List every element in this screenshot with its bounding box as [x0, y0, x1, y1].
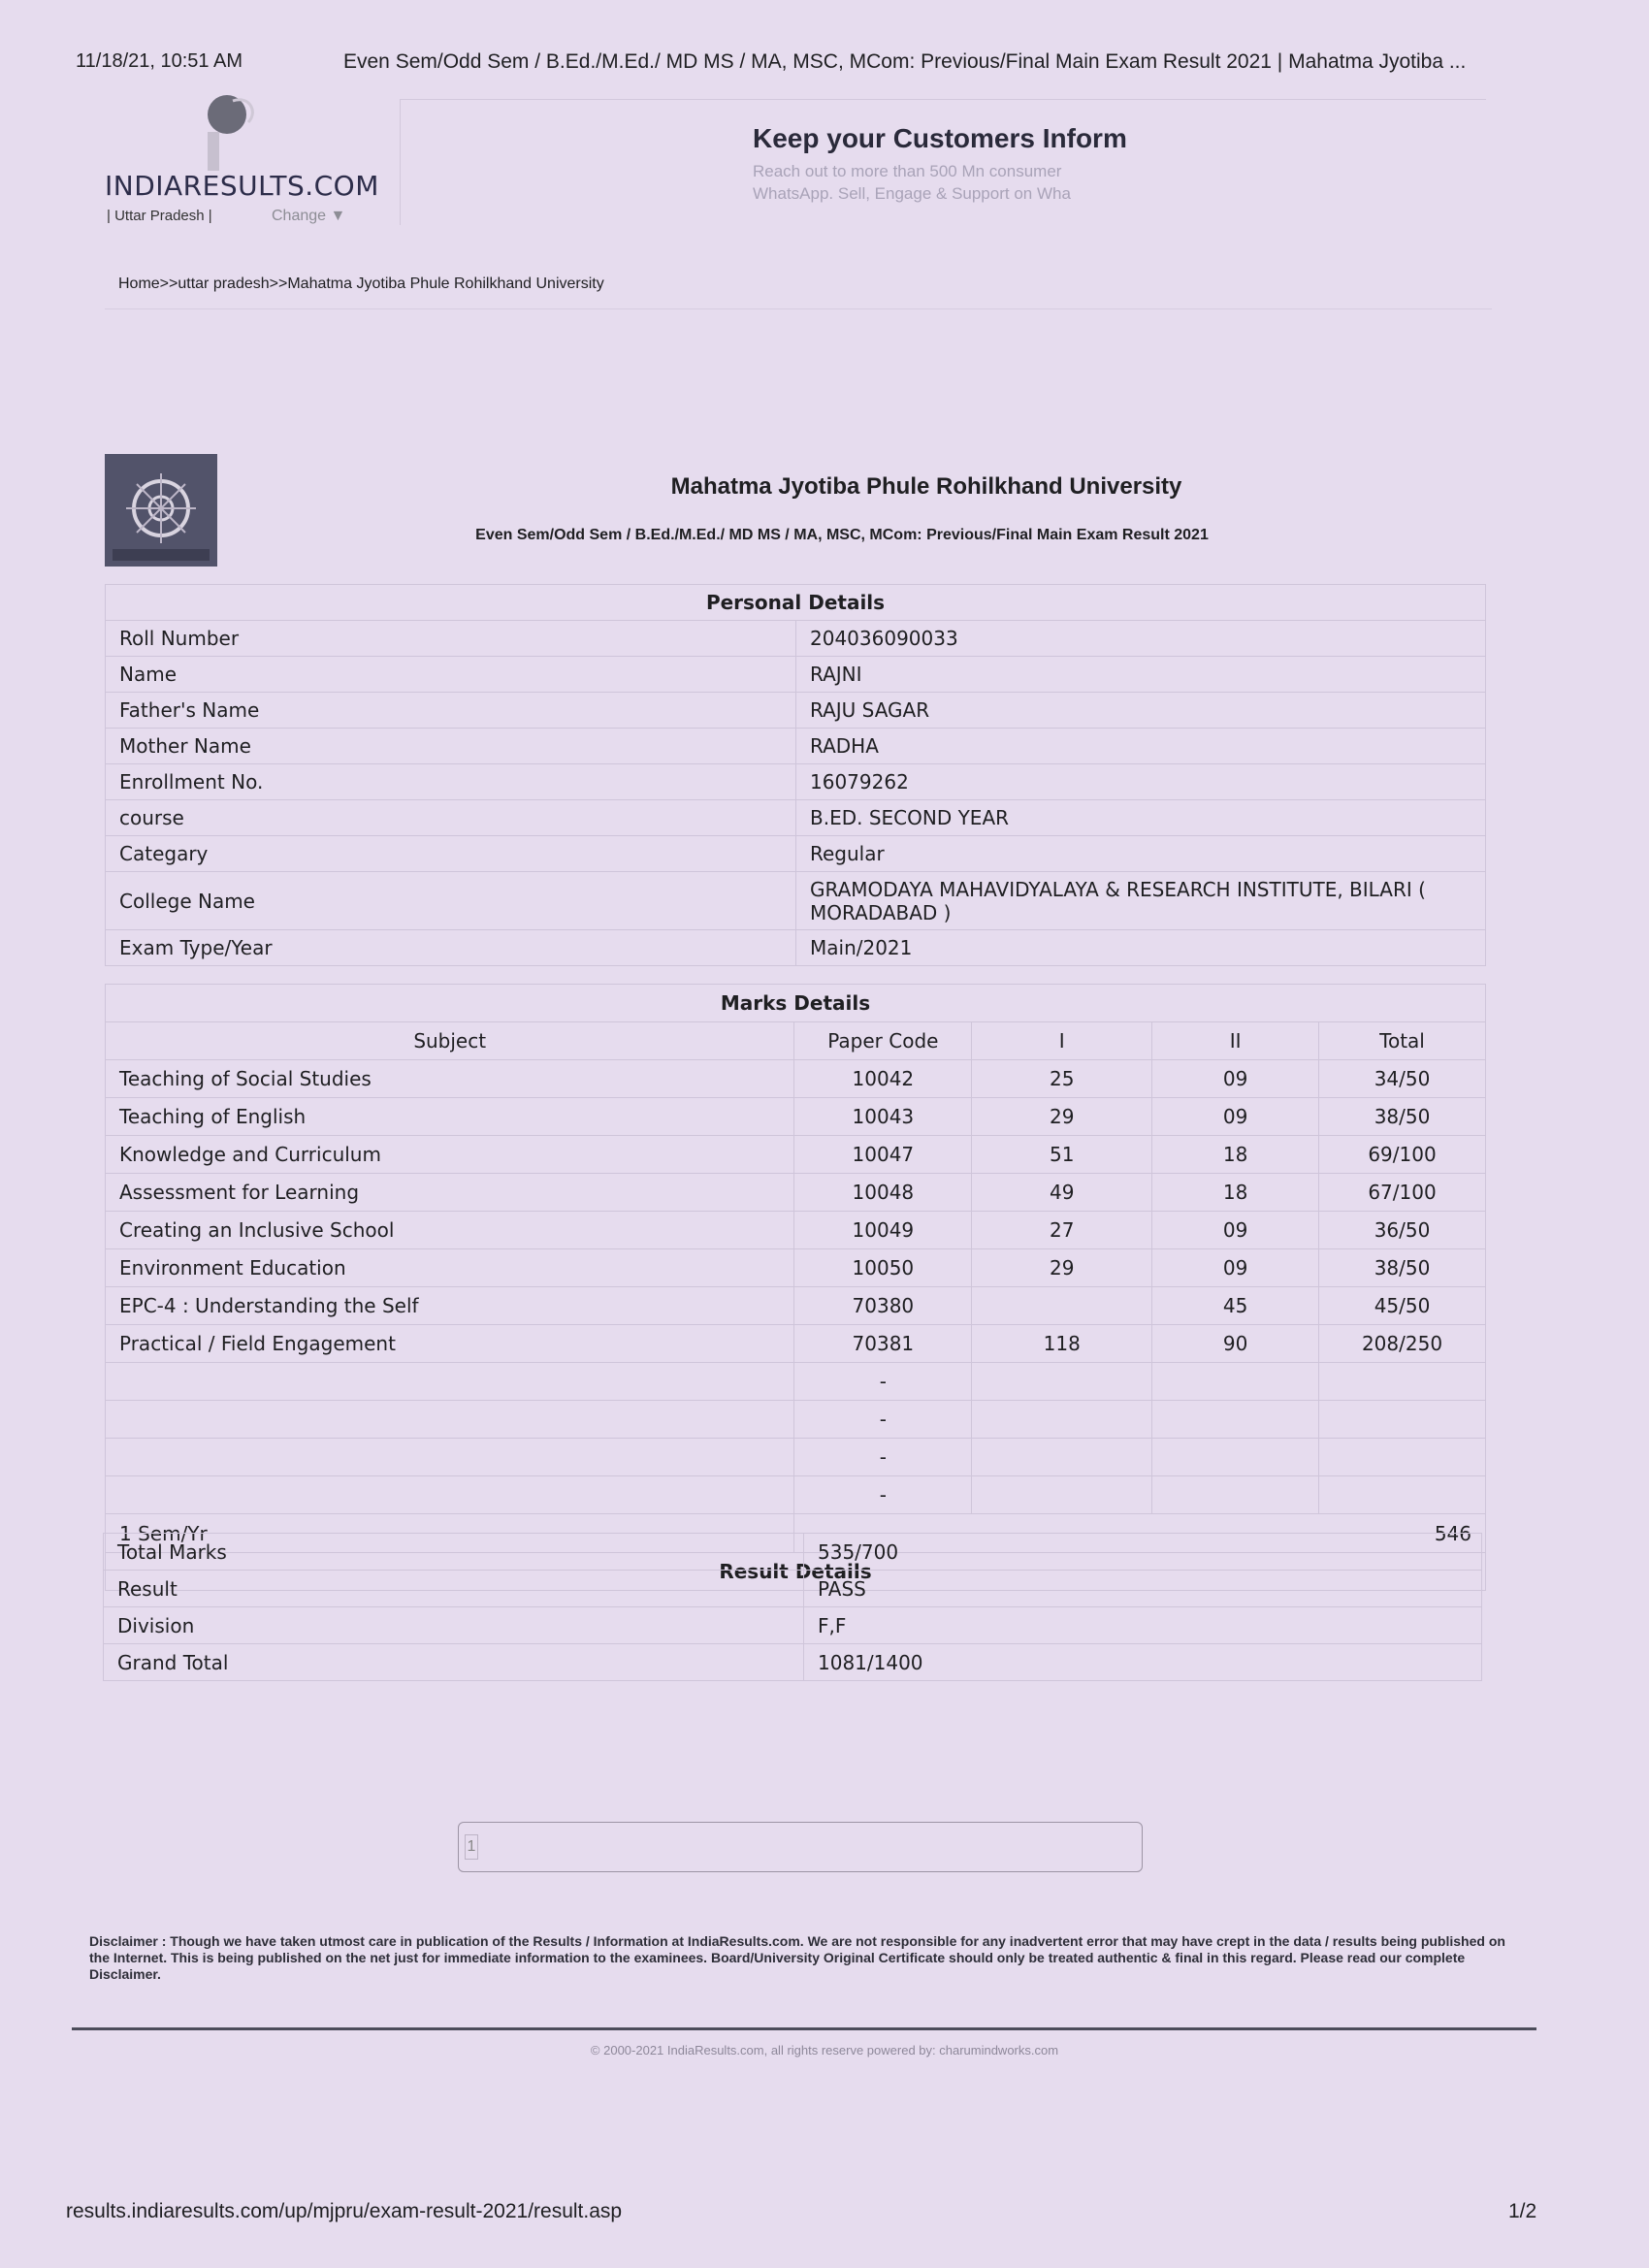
paper-code-cell: - — [794, 1439, 972, 1476]
subject-cell — [106, 1363, 794, 1401]
marks-ii-cell: 09 — [1152, 1249, 1319, 1287]
total-cell — [1319, 1439, 1486, 1476]
paper-code-cell: 10049 — [794, 1212, 972, 1249]
disclaimer-text: Disclaimer : Though we have taken utmost care in publication of the Results / Information at IndiaResults.com. We are not responsible for any inadvertent error that may have crept in the data / results being published on the Internet. This is being published on the net just for immediate information to the examinees. Board/University Original Certificate should only be treated authentic & final in this regard. Please read our complete Disclaimer. — [89, 1933, 1505, 1982]
column-header: II — [1152, 1022, 1319, 1060]
total-cell: 38/50 — [1319, 1249, 1486, 1287]
field-value: RAJU SAGAR — [796, 693, 1486, 729]
result-details-table — [103, 1533, 1482, 1681]
personal-details-heading: Personal Details — [106, 585, 1486, 621]
total-cell: 67/100 — [1319, 1174, 1486, 1212]
table-row — [106, 1249, 1486, 1287]
site-logo-text[interactable]: INDIARESULTS.COM — [105, 170, 379, 202]
table-row — [106, 1098, 1486, 1136]
subject-cell — [106, 1476, 794, 1514]
total-cell: 69/100 — [1319, 1136, 1486, 1174]
paper-code-cell: - — [794, 1476, 972, 1514]
field-label: course — [106, 800, 796, 836]
total-cell — [1319, 1476, 1486, 1514]
subject-cell: Creating an Inclusive School — [106, 1212, 794, 1249]
table-row — [104, 1571, 1482, 1607]
field-label: Name — [106, 657, 796, 693]
subject-cell: Teaching of Social Studies — [106, 1060, 794, 1098]
marks-ii-cell — [1152, 1476, 1319, 1514]
marks-ii-cell: 45 — [1152, 1287, 1319, 1325]
subject-cell: Practical / Field Engagement — [106, 1325, 794, 1363]
subject-cell: Knowledge and Curriculum — [106, 1136, 794, 1174]
print-datetime: 11/18/21, 10:51 AM — [76, 50, 242, 72]
subject-cell — [106, 1439, 794, 1476]
print-page-title: Even Sem/Odd Sem / B.Ed./M.Ed./ MD MS / MA, MSC, MCom: Previous/Final Main Exam Result 2021 | Mahatma Jyotiba ... — [343, 50, 1467, 73]
table-row — [106, 729, 1486, 764]
semester-label: 1 Sem/Yr — [106, 1514, 794, 1553]
ad-subtitle-1: Reach out to more than 500 Mn consumer — [753, 162, 1062, 180]
table-row — [106, 1212, 1486, 1249]
table-row — [104, 1644, 1482, 1681]
field-value: B.ED. SECOND YEAR — [796, 800, 1486, 836]
total-cell: 38/50 — [1319, 1098, 1486, 1136]
table-row — [106, 1325, 1486, 1363]
table-row — [104, 1534, 1482, 1571]
table-row — [106, 1363, 1486, 1401]
marks-i-cell — [972, 1287, 1152, 1325]
paper-code-cell: 10048 — [794, 1174, 972, 1212]
total-cell — [1319, 1401, 1486, 1439]
table-row — [106, 1060, 1486, 1098]
paper-code-cell: 70380 — [794, 1287, 972, 1325]
field-label: Exam Type/Year — [106, 930, 796, 966]
marks-i-cell: 51 — [972, 1136, 1152, 1174]
print-page-number: 1/2 — [1508, 2200, 1537, 2222]
paper-code-cell: - — [794, 1363, 972, 1401]
university-emblem-icon — [105, 454, 217, 567]
paper-code-cell: 10047 — [794, 1136, 972, 1174]
field-label: Roll Number — [106, 621, 796, 657]
column-header: Paper Code — [794, 1022, 972, 1060]
table-header-row — [106, 1022, 1486, 1060]
table-row — [104, 1607, 1482, 1644]
marks-details-heading: Marks Details — [106, 985, 1486, 1022]
state-label: | Uttar Pradesh | — [107, 208, 212, 224]
marks-ii-cell: 18 — [1152, 1174, 1319, 1212]
page-number-button[interactable]: 1 — [465, 1834, 478, 1860]
field-value: RADHA — [796, 729, 1486, 764]
marks-i-cell: 118 — [972, 1325, 1152, 1363]
total-cell: 34/50 — [1319, 1060, 1486, 1098]
field-label: Categary — [106, 836, 796, 872]
marks-ii-cell: 09 — [1152, 1098, 1319, 1136]
column-header: Subject — [106, 1022, 794, 1060]
table-row — [106, 836, 1486, 872]
table-row — [106, 800, 1486, 836]
field-label: Enrollment No. — [106, 764, 796, 800]
marks-i-cell — [972, 1401, 1152, 1439]
field-label: Total Marks — [104, 1534, 804, 1571]
ad-title[interactable]: Keep your Customers Inform — [753, 123, 1127, 153]
field-value: PASS — [804, 1571, 1482, 1607]
total-cell: 45/50 — [1319, 1287, 1486, 1325]
marks-i-cell — [972, 1476, 1152, 1514]
semester-total: 546 — [794, 1514, 1486, 1553]
field-value: RAJNI — [796, 657, 1486, 693]
marks-ii-cell: 90 — [1152, 1325, 1319, 1363]
marks-i-cell — [972, 1363, 1152, 1401]
total-cell — [1319, 1363, 1486, 1401]
table-row — [106, 693, 1486, 729]
paper-code-cell: 10050 — [794, 1249, 972, 1287]
column-header: I — [972, 1022, 1152, 1060]
field-value: 1081/1400 — [804, 1644, 1482, 1681]
marks-ii-cell — [1152, 1401, 1319, 1439]
marks-ii-cell: 18 — [1152, 1136, 1319, 1174]
marks-details-table — [105, 984, 1486, 1591]
table-row — [106, 1439, 1486, 1476]
table-row — [106, 764, 1486, 800]
marks-ii-cell: 09 — [1152, 1060, 1319, 1098]
field-label: Father's Name — [106, 693, 796, 729]
table-row — [106, 1136, 1486, 1174]
field-value: 16079262 — [796, 764, 1486, 800]
field-label: College Name — [106, 872, 796, 930]
marks-i-cell: 29 — [972, 1098, 1152, 1136]
table-row — [106, 1174, 1486, 1212]
field-label: Mother Name — [106, 729, 796, 764]
personal-details-table — [105, 584, 1486, 966]
marks-i-cell: 29 — [972, 1249, 1152, 1287]
print-url: results.indiaresults.com/up/mjpru/exam-result-2021/result.asp — [66, 2200, 623, 2222]
marks-i-cell: 25 — [972, 1060, 1152, 1098]
subject-cell: EPC-4 : Understanding the Self — [106, 1287, 794, 1325]
field-label: Grand Total — [104, 1644, 804, 1681]
total-cell: 208/250 — [1319, 1325, 1486, 1363]
marks-i-cell: 27 — [972, 1212, 1152, 1249]
field-value: Regular — [796, 836, 1486, 872]
table-row — [106, 1287, 1486, 1325]
marks-rows — [106, 1060, 1486, 1514]
paper-code-cell: 10043 — [794, 1098, 972, 1136]
table-row — [106, 1476, 1486, 1514]
table-row — [106, 930, 1486, 966]
pagination-bar[interactable] — [458, 1822, 1143, 1872]
result-details-heading: Result Details — [106, 1553, 1486, 1591]
subject-cell: Environment Education — [106, 1249, 794, 1287]
field-label: Result — [104, 1571, 804, 1607]
field-value: GRAMODAYA MAHAVIDYALAYA & RESEARCH INSTITUTE, BILARI ( MORADABAD ) — [796, 872, 1486, 930]
column-header: Total — [1319, 1022, 1486, 1060]
table-row — [106, 1401, 1486, 1439]
copyright-text: © 2000-2021 IndiaResults.com, all rights reserve powered by: charumindworks.com — [590, 2043, 1059, 2057]
field-value: Main/2021 — [796, 930, 1486, 966]
exam-title: Even Sem/Odd Sem / B.Ed./M.Ed./ MD MS / MA, MSC, MCom: Previous/Final Main Exam Result 2021 — [475, 527, 1209, 543]
indiaresults-logo-icon[interactable] — [204, 93, 262, 175]
field-value: F,F — [804, 1607, 1482, 1644]
field-label: Division — [104, 1607, 804, 1644]
change-state-link[interactable]: Change ▼ — [272, 208, 346, 224]
marks-ii-cell: 09 — [1152, 1212, 1319, 1249]
total-cell: 36/50 — [1319, 1212, 1486, 1249]
table-row — [106, 621, 1486, 657]
paper-code-cell: 10042 — [794, 1060, 972, 1098]
divider — [105, 308, 1492, 309]
ad-subtitle-2: WhatsApp. Sell, Engage & Support on Wha — [753, 184, 1071, 203]
divider — [72, 2027, 1536, 2030]
breadcrumb[interactable]: Home>>uttar pradesh>>Mahatma Jyotiba Phule Rohilkhand University — [118, 275, 604, 292]
marks-i-cell: 49 — [972, 1174, 1152, 1212]
university-name: Mahatma Jyotiba Phule Rohilkhand University — [670, 473, 1182, 500]
subject-cell: Assessment for Learning — [106, 1174, 794, 1212]
table-row — [106, 872, 1486, 930]
field-value: 535/700 — [804, 1534, 1482, 1571]
paper-code-cell: 70381 — [794, 1325, 972, 1363]
subject-cell — [106, 1401, 794, 1439]
marks-ii-cell — [1152, 1439, 1319, 1476]
marks-i-cell — [972, 1439, 1152, 1476]
paper-code-cell: - — [794, 1401, 972, 1439]
field-value: 204036090033 — [796, 621, 1486, 657]
marks-ii-cell — [1152, 1363, 1319, 1401]
table-row — [106, 657, 1486, 693]
subject-cell: Teaching of English — [106, 1098, 794, 1136]
